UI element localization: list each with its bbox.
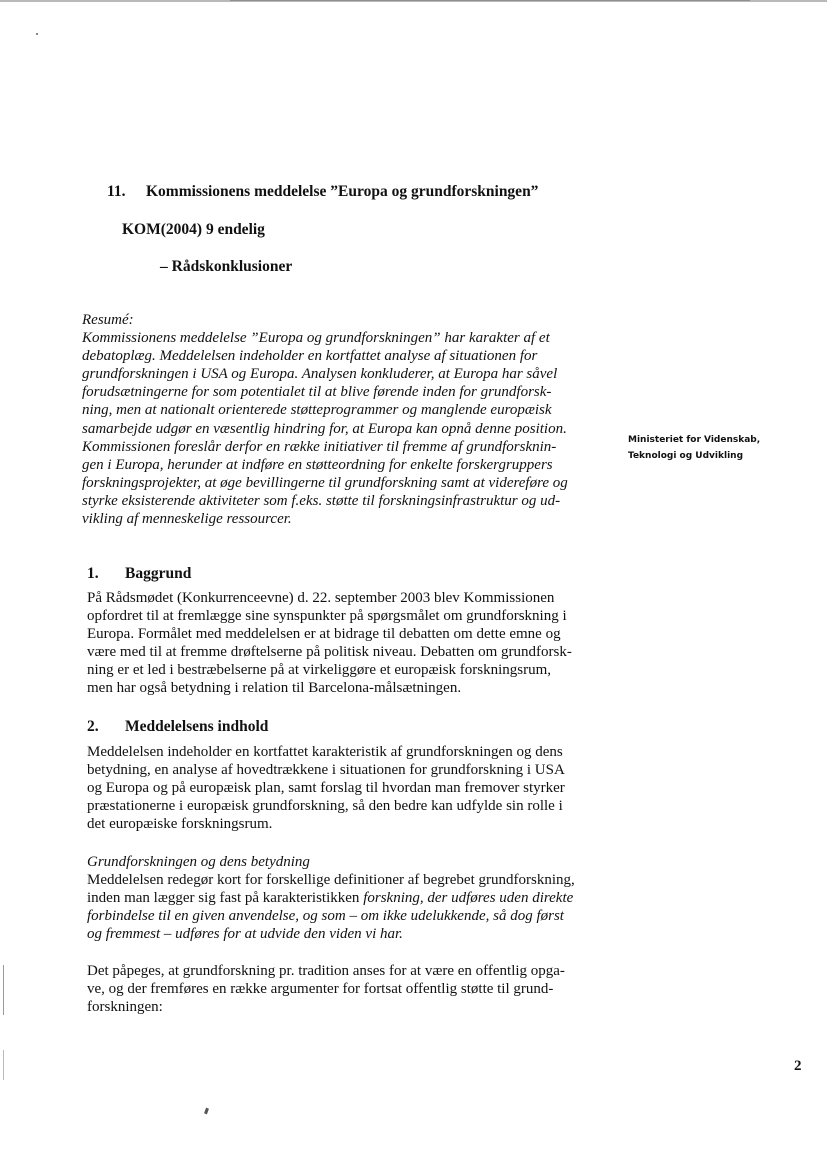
body-line: ning er et led i bestræbelserne på at virkeliggøre et europæisk forskningsrum, [87,662,552,679]
scan-speck [204,1108,209,1115]
resume-block [82,311,607,528]
page-number: 2 [794,1058,802,1074]
scan-edge-mark [3,1050,4,1080]
body-line: Europa. Formålet med meddelelsen er at bidrage til debatten om dette emne og [87,626,561,643]
resume-line: styrke eksisterende aktiviteter som f.eks. støtte til forskningsinfrastruktur og ud- [82,492,561,509]
section-2-body [87,743,602,833]
resume-line: Kommissionens meddelelse ”Europa og grundforskningen” har karakter af et [82,330,550,347]
resume-line: Kommissionen foreslår derfor en række initiativer til fremme af grundforsknin- [82,438,557,455]
resume-label: Resumé: [82,312,134,328]
body-line: men har også betydning i relation til Barcelona-målsætningen. [87,680,462,697]
resume-line: debatoplæg. Meddelelsen indeholder en kortfattet analyse af situationen for [82,348,538,365]
body-line: være med til at fremme drøftelserne på politisk niveau. Debatten om grundforsk- [87,644,572,661]
resume-line: gen i Europa, herunder at indføre en støtteordning for enkelte forskergruppers [82,456,553,473]
section-number: 2. [87,718,99,735]
public-support-block [87,962,602,1016]
definition-quote: forskning, der udføres uden direkte [363,890,574,907]
body-line: betydning, en analyse af hovedtrækkene i situationen for grundforskning i USA [87,762,565,779]
subtitle: – Rådskonklusioner [160,258,293,275]
body-line: opfordret til at fremlægge sine synspunkter på spørgsmålet om grundforskning i [87,608,567,625]
resume-line: vikling af menneskelige ressourcer. [82,511,292,528]
section-title: Meddelelsens indhold [125,718,269,735]
body-line: præstationerne i europæisk grundforskning, så den bedre kan udfylde sin rolle i [87,798,563,815]
document-reference: KOM(2004) 9 endelig [122,221,265,238]
ministry-sidebar [628,432,760,464]
body-line: det europæiske forskningsrum. [87,816,273,833]
body-line: Meddelelsen redegør kort for forskellige definitioner af begrebet grundforskning, [87,872,575,889]
body-line: På Rådsmødet (Konkurrenceevne) d. 22. september 2003 blev Kommissionen [87,590,555,606]
body-line [87,889,602,907]
ministry-line: Ministeriet for Videnskab, [628,435,761,445]
section-1-body [87,589,602,698]
resume-line: grundforskningen i USA og Europa. Analysen konkluderer, at Europa har såvel [82,366,558,383]
body-line: Meddelelsen indeholder en kortfattet karakteristik af grundforskningen og dens [87,744,563,760]
section-1-heading [87,565,191,583]
resume-line: ning, men at nationalt orienterede støtteprogrammer og manglende europæisk [82,402,552,419]
scan-top-edge-line [230,0,750,1]
subsection-heading: Grundforskningen og dens betydning [87,854,310,870]
section-title: Baggrund [125,565,192,582]
body-text: inden man lægger sig fast på karakteristikken [87,890,364,907]
definition-quote: forbindelse til en given anvendelse, og som – om ikke udelukkende, så dog først [87,908,564,925]
body-line: forskningen: [87,999,163,1016]
body-line: Det påpeges, at grundforskning pr. tradition anses for at være en offentlig opga- [87,963,565,979]
body-line: og Europa og på europæisk plan, samt forslag til hvordan man fremover styrker [87,780,565,797]
resume-line: samarbejde udgør en væsentlig hindring for, at Europa kan opnå denne position. [82,420,567,437]
resume-line: forudsætningerne for som potentialet til at blive førende inden for grundforsk- [82,384,552,401]
item-heading [107,183,538,201]
scan-edge-mark [3,965,4,1015]
body-line: ve, og der fremføres en række argumenter for fortsat offentlig støtte til grund- [87,981,554,998]
section-2-heading [87,718,268,736]
definition-block [87,853,602,943]
resume-line: forskningsprojekter, at øge bevillingerne til grundforskning samt at videreføre og [82,474,568,491]
item-title: Kommissionens meddelelse ”Europa og grundforskningen” [146,183,539,200]
section-number: 1. [87,565,99,582]
item-number: 11. [107,183,126,200]
definition-quote: og fremmest – udføres for at udvide den viden vi har. [87,926,403,943]
scan-speck [36,33,38,35]
ministry-line: Teknologi og Udvikling [628,451,744,461]
